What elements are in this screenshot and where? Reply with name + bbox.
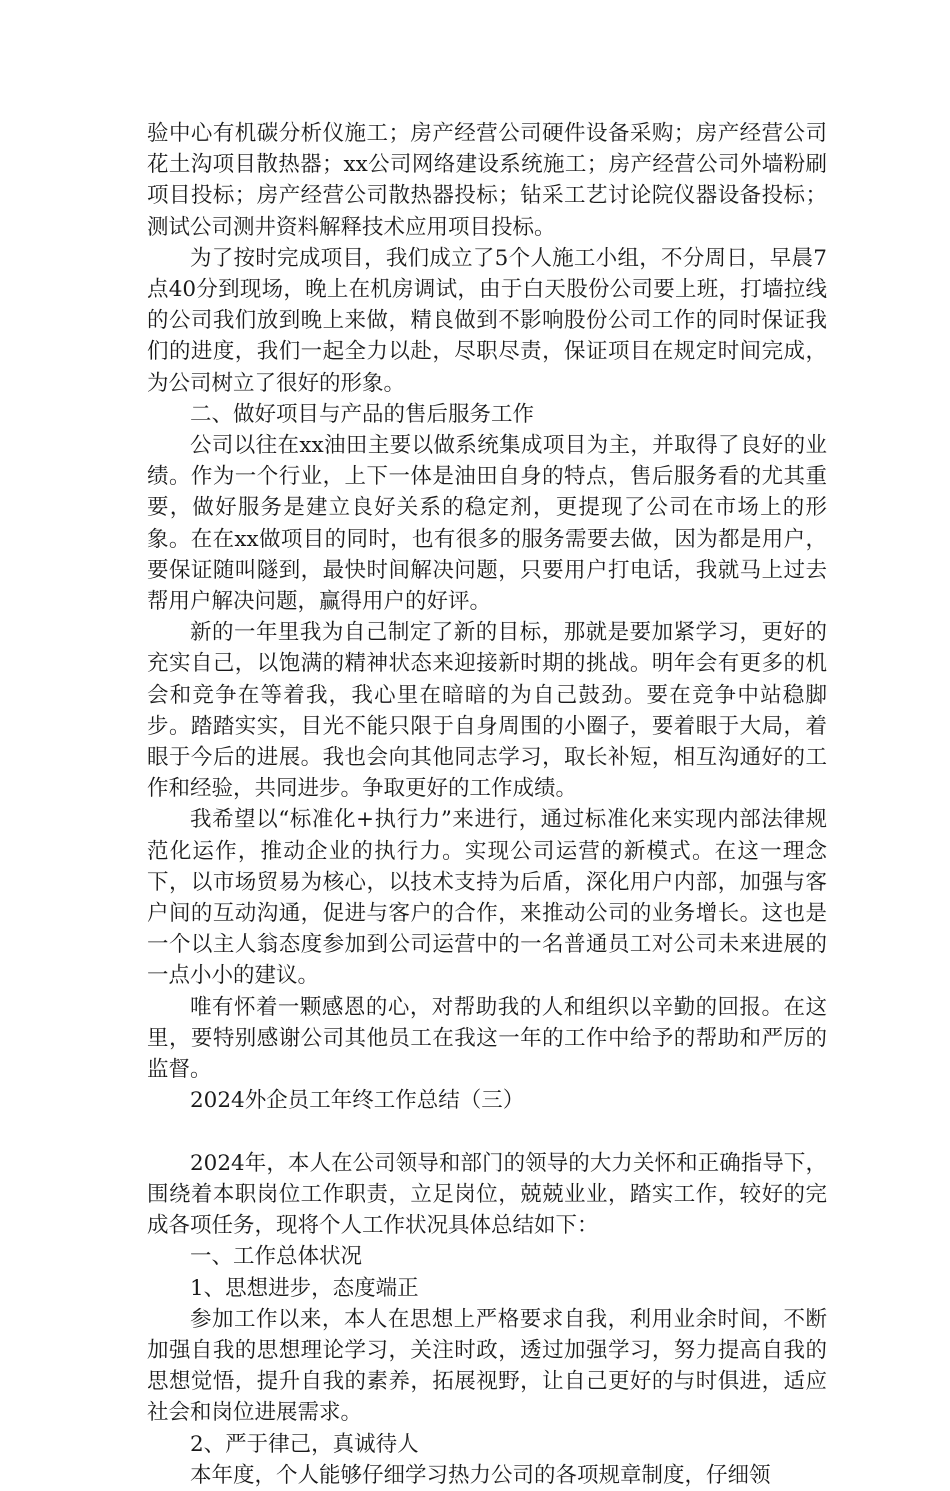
paragraph-self-discipline: 本年度，个人能够仔细学习热力公司的各项规章制度，仔细领 — [190, 1462, 771, 1488]
heading-after-sales-service: 二、做好项目与产品的售后服务工作 — [190, 401, 535, 427]
paragraph-standardization: 我希望以“标准化+执行力”来进行，通过标准化来实现内部法律规范化运作，推动企业的执行力。实现公司运营的新模式。在这一理念下，以市场贸易为核心，以技术支持为后盾，深化用户内部，加强与客户间的互动沟通，促进与客户的合作，来推动公司的业务增长。这也是一个以主人翁态度参加到公司运营中的一名普通员工对公司未来进展的一点小小的建议。 — [147, 807, 827, 989]
heading-self-discipline: 2、严于律己，真诚待人 — [190, 1431, 419, 1457]
paragraph-gratitude: 唯有怀着一颗感恩的心，对帮助我的人和组织以辛勤的回报。在这里，要特别感谢公司其他员工在我这一年的工作中给予的帮助和严厉的监督。 — [147, 994, 827, 1083]
section-title-summary-three: 2024外企员工年终工作总结（三） — [190, 1088, 525, 1114]
heading-overall-status: 一、工作总体状况 — [190, 1244, 363, 1270]
paragraph-2024-intro: 2024年，本人在公司领导和部门的领导的大力关怀和正确指导下，围绕着本职岗位工作职责，立足岗位，兢兢业业，踏实工作，较好的完成各项任务，现将个人工作状况具体总结如下： — [147, 1150, 827, 1239]
paragraph-new-goals: 新的一年里我为自己制定了新的目标，那就是要加紧学习，更好的充实自己，以饱满的精神状态来迎接新时期的挑战。明年会有更多的机会和竞争在等着我，我心里在暗暗的为自己鼓劲。要在竞争中站稳脚步。踏踏实实，目光不能只限于自身周围的小圈子，要着眼于大局，着眼于今后的进展。我也会向其他同志学习，取长补短，相互沟通好的工作和经验，共同进步。争取更好的工作成绩。 — [147, 620, 827, 802]
document-page — [147, 118, 827, 1491]
blank-line — [147, 1117, 827, 1148]
paragraph-project-list: 验中心有机碳分析仪施工；房产经营公司硬件设备采购；房产经营公司花土沟项目散热器；xx公司网络建设系统施工；房产经营公司外墙粉刷项目投标；房产经营公司散热器投标；钻采工艺讨论院仪器设备投标；测试公司测井资料解释技术应用项目投标。 — [147, 121, 827, 240]
heading-thought-progress: 1、思想进步，态度端正 — [190, 1275, 419, 1301]
paragraph-construction-team: 为了按时完成项目，我们成立了5个人施工小组，不分周日，早晨7点40分到现场，晚上在机房调试，由于白天股份公司要上班，打墙拉线的公司我们放到晚上来做，精良做到不影响股份公司工作的同时保证我们的进度，我们一起全力以赴，尽职尽责，保证项目在规定时间完成，为公司树立了很好的形象。 — [147, 245, 827, 396]
paragraph-thought-progress: 参加工作以来，本人在思想上严格要求自我，利用业余时间，不断加强自我的思想理论学习，关注时政，透过加强学习，努力提高自我的思想觉悟，提升自我的素养，拓展视野，让自己更好的与时俱进，适应社会和岗位进展需求。 — [147, 1306, 827, 1426]
paragraph-service-work: 公司以往在xx油田主要以做系统集成项目为主，并取得了良好的业绩。作为一个行业，上下一体是油田自身的特点，售后服务看的尤其重要，做好服务是建立良好关系的稳定剂，更提现了公司在市场上的形象。在在xx做项目的同时，也有很多的服务需要去做，因为都是用户，要保证随叫隧到，最快时间解决问题，只要用户打电话，我就马上过去帮用户解决问题，赢得用户的好评。 — [147, 433, 827, 615]
